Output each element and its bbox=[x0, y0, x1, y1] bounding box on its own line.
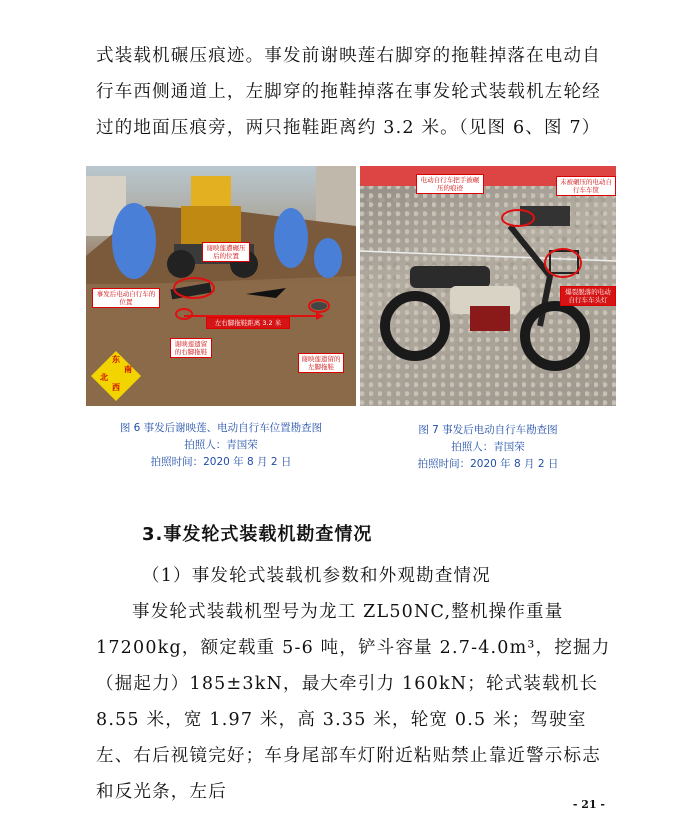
figure-6-caption-title: 图 6 事发后谢映莲、电动自行车位置勘查图 bbox=[119, 422, 323, 434]
label-right-slipper: 谢映莲遗留的右脚拖鞋 bbox=[170, 338, 212, 358]
compass-south: 南 bbox=[124, 364, 132, 374]
figure-7-caption bbox=[360, 422, 616, 473]
section-heading: 3.事发轮式装载机勘查情况 bbox=[142, 524, 373, 545]
figure-7-photo bbox=[360, 166, 616, 406]
figure-7-caption-title: 图 7 事发后电动自行车勘查图 bbox=[418, 424, 558, 436]
compass-west: 西 bbox=[112, 382, 120, 392]
label-handle-trace: 电动自行车把手被碾压的痕迹 bbox=[416, 174, 484, 194]
figure-6-caption-date: 拍照时间：2020 年 8 月 2 日 bbox=[150, 456, 292, 468]
figure-6-caption-photographer: 拍照人：青国荣 bbox=[184, 439, 258, 451]
label-left-slipper: 谢映莲遗留的左脚拖鞋 bbox=[298, 353, 344, 373]
label-unrolled-rack: 未被碾压的电动自行车车筐 bbox=[556, 176, 616, 196]
paragraph-slippers: 式装载机碾压痕迹。事发前谢映莲右脚穿的拖鞋掉落在电动自行车西侧通道上，左脚穿的拖鞋掉落在事发轮式装载机左轮经过的地面压痕旁，两只拖鞋距离约 3.2 米。（见图 6、图 7） bbox=[96, 46, 601, 138]
figure-6-caption bbox=[86, 420, 356, 471]
paragraph-loader-params: 事发轮式装载机型号为龙工 ZL50NC,整机操作重量 17200kg，额定载重 5-6 吨，铲斗容量 2.7-4.0m³，挖掘力（掘起力）185±3kN，最大牵引力 160kN；轮式装载机长 8.55 米，宽 1.97 米，高 3.35 米，轮宽 0.5 米；驾驶室左、右后视镜完好；车身尾部车灯附近粘贴禁止靠近警示标志和反光条，左后 bbox=[96, 602, 611, 802]
label-distance: 左右脚拖鞋距离 3.2 米 bbox=[206, 317, 290, 329]
label-bike-position: 事发后电动自行车的位置 bbox=[92, 288, 160, 308]
figure-7-caption-photographer: 拍照人：青国荣 bbox=[451, 441, 525, 453]
compass-north: 北 bbox=[100, 372, 108, 382]
page-number: - 21 - bbox=[572, 798, 605, 811]
label-victim-position: 谢映莲遭碾压后的位置 bbox=[202, 242, 250, 262]
subheading: （1）事发轮式装载机参数和外观勘查情况 bbox=[142, 566, 491, 586]
compass-east: 东 bbox=[112, 354, 120, 364]
figure-7-caption-date: 拍照时间：2020 年 8 月 2 日 bbox=[417, 458, 559, 470]
label-headlight: 爆裂脱落的电动自行车车头灯 bbox=[560, 286, 616, 306]
figure-6-photo bbox=[86, 166, 356, 406]
